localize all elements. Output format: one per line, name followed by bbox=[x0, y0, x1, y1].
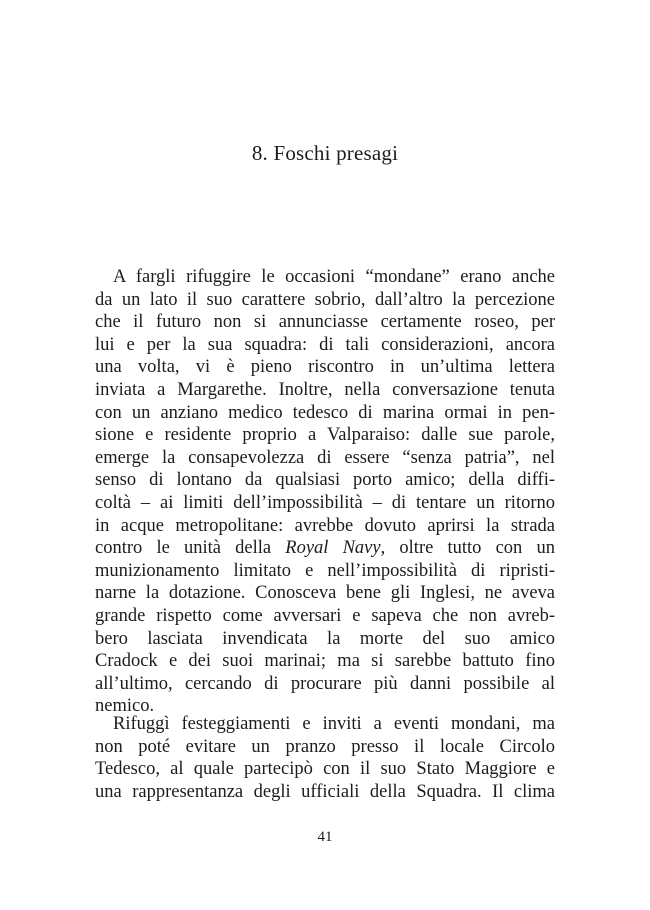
text-line: da un lato il suo carattere sobrio, dall’altro la percezione bbox=[95, 289, 555, 310]
chapter-title: 8. Foschi presagi bbox=[251, 141, 399, 165]
text-line: Rifuggì festeggiamenti e inviti a eventi mondani, ma bbox=[113, 714, 555, 734]
text-segment: contro le unità della bbox=[95, 538, 286, 559]
text-line: bero lasciata invendicata la morte del suo amico bbox=[95, 628, 555, 649]
page-number: 41 bbox=[317, 829, 333, 845]
text-line: emerge la consapevolezza di essere “senza patria”, nel bbox=[95, 447, 555, 468]
text-line: che il futuro non si annunciasse certamente roseo, per bbox=[95, 312, 555, 333]
text-line: lui e per la sua squadra: di tali considerazioni, ancora bbox=[95, 334, 555, 355]
text-line: Tedesco, al quale partecipò con il suo Stato Maggiore e bbox=[95, 759, 555, 780]
text-line: con un anziano medico tedesco di marina ormai in pen- bbox=[95, 402, 555, 423]
text-line: coltà – ai limiti dell’impossibilità – di tentare un ritorno bbox=[95, 492, 555, 513]
text-line-with-italic bbox=[95, 537, 555, 560]
text-line: nemico. bbox=[95, 696, 155, 717]
text-line: narne la dotazione. Conosceva bene gli Inglesi, ne aveva bbox=[95, 583, 555, 604]
text-line: non poté evitare un pranzo presso il locale Circolo bbox=[95, 736, 555, 757]
text-line: inviata a Margarethe. Inoltre, nella conversazione tenuta bbox=[95, 379, 555, 400]
text-line: A fargli rifuggire le occasioni “mondane” erano anche bbox=[113, 267, 555, 287]
text-line: una rappresentanza degli ufficiali della Squadra. Il clima bbox=[95, 781, 555, 802]
text-line: all’ultimo, cercando di procurare più danni possibile al bbox=[95, 673, 555, 694]
text-line: una volta, vi è pieno riscontro in un’ultima lettera bbox=[95, 357, 555, 378]
text-segment: , oltre tutto con un bbox=[380, 538, 555, 559]
paragraph-1 bbox=[95, 266, 555, 718]
text-line: in acque metropolitane: avrebbe dovuto aprirsi la strada bbox=[95, 515, 555, 536]
italic-ship-name: Royal Navy bbox=[285, 538, 381, 559]
paragraph-2 bbox=[95, 713, 555, 803]
text-line: senso di lontano da qualsiasi porto amico; della diffi- bbox=[95, 470, 555, 491]
text-line: grande rispetto come avversari e sapeva che non avreb- bbox=[95, 605, 555, 626]
text-line: sione e residente proprio a Valparaiso: dalle sue parole, bbox=[95, 425, 555, 446]
text-line: munizionamento limitato e nell’impossibilità di ripristi- bbox=[95, 560, 555, 581]
text-line: Cradock e dei suoi marinai; ma si sarebbe battuto fino bbox=[95, 651, 555, 672]
